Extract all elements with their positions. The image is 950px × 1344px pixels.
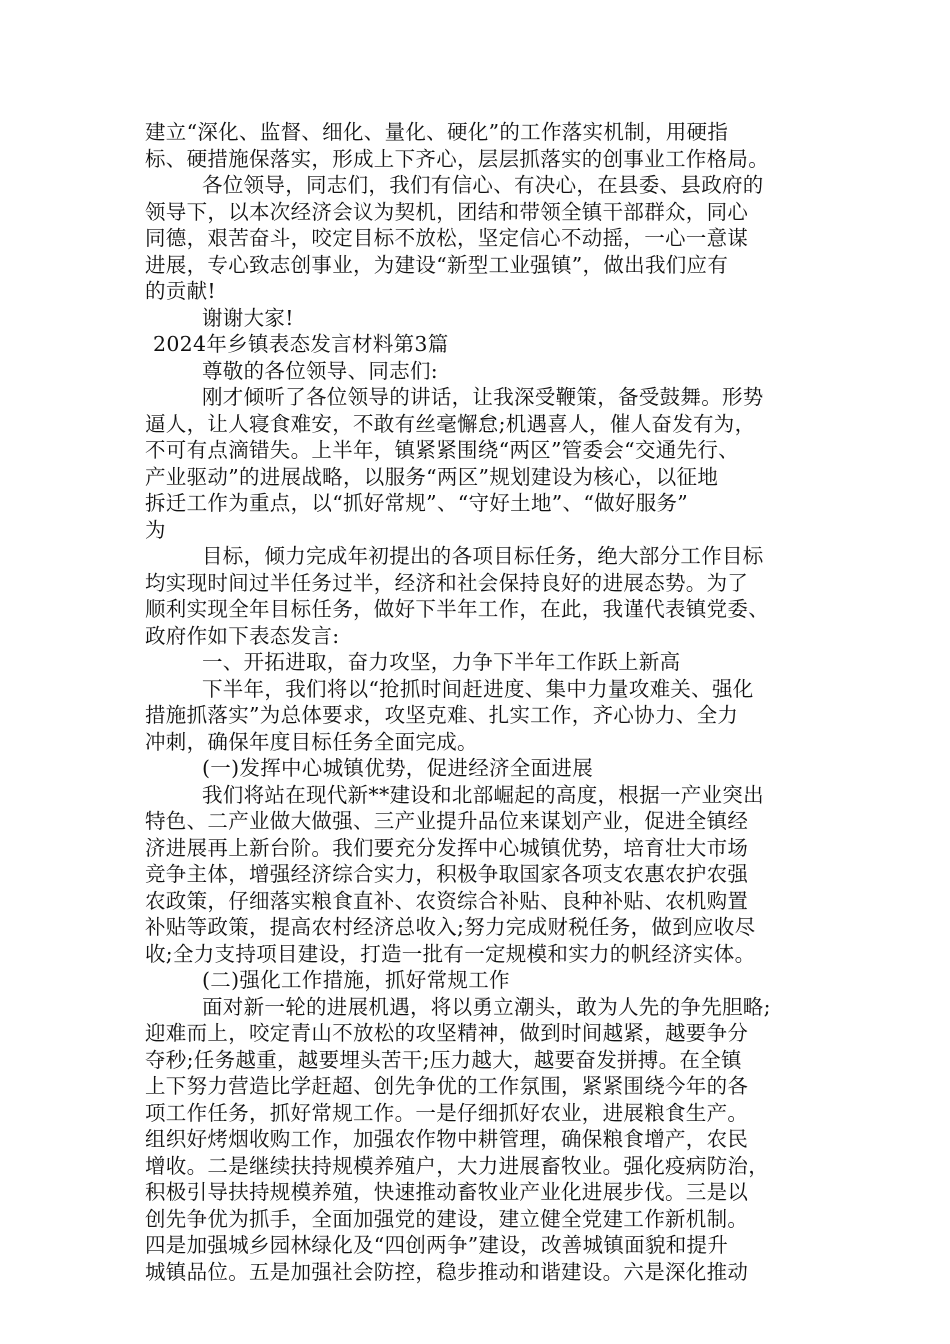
text-line: 特色、二产业做大做强、三产业提升品位来谋划产业，促进全镇经 xyxy=(145,809,749,833)
text-line: 尊敬的各位领导、同志们: xyxy=(202,358,439,383)
text-line: 均实现时间过半任务过半，经济和社会保持良好的进展态势。为了 xyxy=(145,570,749,595)
text-line: 夺秒;任务越重，越要埋头苦干;压力越大，越要奋发拼搏。在全镇 xyxy=(145,1047,742,1072)
section-title: 2024年乡镇表态发言材料第3篇 xyxy=(153,332,449,356)
text-line: 项工作任务，抓好常规工作。一是仔细抓好农业，进展粮食生产。 xyxy=(145,1100,749,1125)
text-line: (二)强化工作措施，抓好常规工作 xyxy=(202,968,510,992)
text-line: 创先争优为抓手，全面加强党的建设，建立健全党建工作新机制。 xyxy=(145,1206,749,1231)
text-line: 不可有点滴错失。上半年，镇紧紧围绕“两区”管委会“交通先行、 xyxy=(145,438,739,462)
text-line: 冲刺，确保年度目标任务全面完成。 xyxy=(145,729,478,754)
text-line: 为 xyxy=(145,517,166,542)
text-line: 建立“深化、监督、细化、量化、硬化”的工作落实机制，用硬指 xyxy=(145,120,729,144)
text-line: 措施抓落实”为总体要求，攻坚克难、扎实工作，齐心协力、全力 xyxy=(145,703,739,727)
text-line: 组织好烤烟收购工作，加强农作物中耕管理，确保粮食增产，农民 xyxy=(145,1127,749,1151)
text-line: 迎难而上，咬定青山不放松的攻坚精神，做到时间越紧，越要争分 xyxy=(145,1021,749,1045)
text-line: 政府作如下表态发言: xyxy=(145,623,340,648)
text-line: 顺利实现全年目标任务，做好下半年工作，在此，我谨代表镇党委、 xyxy=(145,597,769,621)
text-line: 刚才倾听了各位领导的讲话，让我深受鞭策，备受鼓舞。形势 xyxy=(202,385,764,409)
text-line: 下半年，我们将以“抢抓时间赶进度、集中力量攻难关、强化 xyxy=(202,676,754,701)
text-line: 各位领导，同志们，我们有信心、有决心，在县委、县政府的 xyxy=(202,173,764,197)
text-line: 上下努力营造比学赶超、创先争优的工作氛围，紧紧围绕今年的各 xyxy=(145,1074,749,1098)
text-line: 一、开拓进取，奋力攻坚，力争下半年工作跃上新高 xyxy=(202,650,681,674)
text-line: 进展，专心致志创事业，为建设“新型工业强镇”，做出我们应有 xyxy=(145,252,729,277)
text-line: 产业驱动”的进展战略，以服务“两区”规划建设为核心，以征地 xyxy=(145,464,719,489)
text-line: (一)发挥中心城镇优势，促进经济全面进展 xyxy=(202,756,593,780)
text-line: 的贡献! xyxy=(145,279,216,303)
text-line: 拆迁工作为重点，以“抓好常规”、“守好土地”、“做好服务” xyxy=(145,491,689,515)
text-line: 补贴等政策，提高农村经济总收入;努力完成财税任务，做到应收尽 xyxy=(145,915,756,939)
text-line: 目标，倾力完成年初提出的各项目标任务，绝大部分工作目标 xyxy=(202,544,764,568)
text-line: 城镇品位。五是加强社会防控，稳步推动和谐建设。六是深化推动 xyxy=(145,1259,749,1284)
document-page xyxy=(145,119,813,1285)
text-line: 增收。二是继续扶持规模养殖户，大力进展畜牧业。强化疫病防治， xyxy=(145,1153,769,1178)
text-line: 标、硬措施保落实，形成上下齐心，层层抓落实的创事业工作格局。 xyxy=(145,146,769,171)
text-line: 农政策，仔细落实粮食直补、农资综合补贴、良种补贴、农机购置 xyxy=(145,888,749,913)
text-line: 面对新一轮的进展机遇，将以勇立潮头，敢为人先的争先胆略; xyxy=(202,994,771,1019)
text-line: 四是加强城乡园林绿化及“四创两争”建设，改善城镇面貌和提升 xyxy=(145,1233,729,1257)
text-line: 领导下，以本次经济会议为契机，团结和带领全镇干部群众，同心 xyxy=(145,199,749,224)
text-line: 竞争主体，增强经济综合实力，积极争取国家各项支农惠农护农强 xyxy=(145,862,749,886)
text-line: 谢谢大家! xyxy=(202,305,294,330)
text-line: 积极引导扶持规模养殖，快速推动畜牧业产业化进展步伐。三是以 xyxy=(145,1180,749,1204)
text-line: 收;全力支持项目建设，打造一批有一定规模和实力的帆经济实体。 xyxy=(145,941,756,966)
text-line: 同德，艰苦奋斗，咬定目标不放松，坚定信心不动摇，一心一意谋 xyxy=(145,226,749,250)
text-line: 济进展再上新台阶。我们要充分发挥中心城镇优势，培育壮大市场 xyxy=(145,835,749,860)
text-line: 逼人，让人寝食难安，不敢有丝毫懈怠;机遇喜人，催人奋发有为， xyxy=(145,411,756,436)
text-line: 我们将站在现代新**建设和北部崛起的高度，根据一产业突出 xyxy=(202,782,764,807)
